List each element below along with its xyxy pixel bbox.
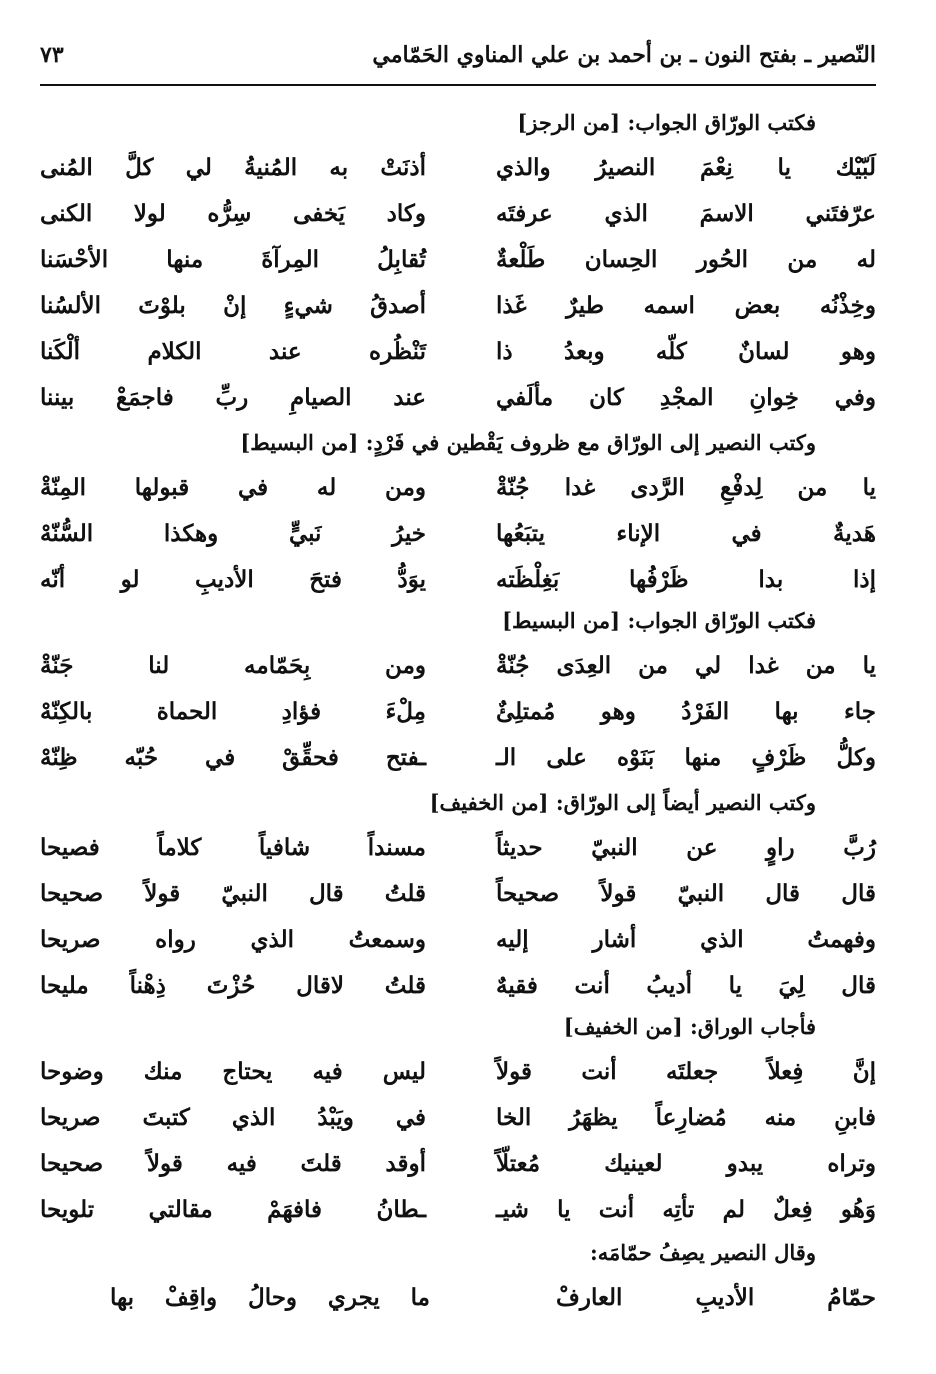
verse-line <box>40 154 876 198</box>
section-intro <box>590 1240 816 1265</box>
second-hemistich: قلتُ قال النبيّ قولاً صحيحا <box>40 880 426 907</box>
second-hemistich: ـطانُ فافهَمْ مقالتي تلويحا <box>40 1196 426 1223</box>
first-hemistich: وَهُو فِعلٌ لم تأتِه أنت يا شيـ <box>496 1196 876 1223</box>
second-hemistich: ما يجري وحالُ واقِفْ بها <box>110 1284 430 1311</box>
first-hemistich: هَديةٌ في الإناء يتبَعُها <box>496 520 876 547</box>
second-hemistich: مِلْءَ فؤادِ الحماة بالكِنّهْ <box>40 698 426 725</box>
verse-line <box>40 1104 876 1148</box>
first-hemistich: يا من غدا لي من العِدَى جُنّةْ <box>496 652 876 679</box>
intro-text: وكتب النصير أيضاً إلى الورّاق: <box>555 790 816 815</box>
first-hemistich: له من الحُور الحِسان طَلْعةٌ <box>496 246 876 273</box>
second-hemistich: وكاد يَخفى سِرُّه لولا الكنى <box>40 200 426 227</box>
second-hemistich: عند الصيامِ ربِّ فاجمَعْ بيننا <box>40 384 426 411</box>
verse-line <box>40 972 876 1016</box>
intro-text: فأجاب الوراق: <box>690 1014 816 1039</box>
second-hemistich: ومن له في قبولها المِنّةْ <box>40 474 426 501</box>
second-hemistich: تُقابِلُ المِرآةَ منها الأحْسَنا <box>40 246 426 273</box>
intro-text: فكتب الورّاق الجواب: <box>627 608 816 633</box>
intro-text: فكتب الورّاق الجواب: <box>627 110 816 135</box>
verse-line <box>40 566 876 610</box>
first-hemistich: رُبَّ راوٍ عن النبيّ حديثاً <box>496 834 876 861</box>
verse-line <box>40 652 876 696</box>
second-hemistich: قلتُ لاقال حُزْتَ ذِهْناً مليحا <box>40 972 426 999</box>
verse-line <box>40 520 876 564</box>
first-hemistich: حمّامُ الأديبِ العارفْ <box>556 1284 876 1311</box>
second-hemistich: خيرُ نَبيٍّ وهكذا السُّنّهْ <box>40 520 426 547</box>
verse-line <box>40 246 876 290</box>
header-divider <box>40 84 876 86</box>
second-hemistich: يوَدُّ فتحَ الأديبِ لو أنّه <box>40 566 426 593</box>
verse-line <box>40 834 876 878</box>
section-intro <box>430 790 816 815</box>
first-hemistich: وهو لسانٌ كلّه وبعدُ ذا <box>496 338 876 365</box>
first-hemistich: وتراه يبدو لعينيك مُعتلّاً <box>496 1150 876 1177</box>
second-hemistich: مسنداً شافياً كلاماً فصيحا <box>40 834 426 861</box>
first-hemistich: فابنِ منه مُضارِعاً يظهَرُ الخا <box>496 1104 876 1131</box>
verse-line <box>40 292 876 336</box>
first-hemistich: يا من لِدفْعِ الرَّدى غدا جُنّةْ <box>496 474 876 501</box>
first-hemistich: قال قال النبيّ قولاً صحيحاً <box>496 880 876 907</box>
first-hemistich: وفي خِوانِ المجْدِ كان مألَفي <box>496 384 876 411</box>
first-hemistich: قال لِيَ يا أديبُ أنت فقيهٌ <box>496 972 876 999</box>
second-hemistich: ليس فيه يحتاج منك وضوحا <box>40 1058 426 1085</box>
verse-line <box>40 338 876 382</box>
meter-label: [من الرجز] <box>517 110 621 135</box>
section-intro <box>502 608 816 633</box>
verse-line <box>40 880 876 924</box>
first-hemistich: إذا بدا ظَرْفُها بَغِلْظَته <box>496 566 876 593</box>
first-hemistich: إنَّ فِعلاً جعلتَه أنت قولاً <box>496 1058 876 1085</box>
first-hemistich: وخِذْنُه بعض اسمه طيرٌ غَذا <box>496 292 876 319</box>
second-hemistich: ومن بِحَمّامه لنا جَنّةْ <box>40 652 426 679</box>
verse-line <box>40 926 876 970</box>
verse-line <box>40 698 876 742</box>
meter-label: [من البسيط] <box>502 608 621 633</box>
first-hemistich: لَبّيْك يا نِعْمَ النصيرُ والذي <box>496 154 876 181</box>
verse-line <box>40 474 876 518</box>
verse-line <box>40 1150 876 1194</box>
meter-label: [من الخفيف] <box>429 790 549 815</box>
second-hemistich: أوقد قلتَ فيه قولاً صحيحا <box>40 1150 426 1177</box>
section-intro <box>564 1014 816 1039</box>
first-hemistich: وكلُّ ظَرْفٍ منها بَنَوْه على الـ <box>496 744 876 771</box>
first-hemistich: جاء بها الفَرْدُ وهو مُمتلِئٌ <box>496 698 876 725</box>
first-hemistich: عرّفتَني الاسمَ الذي عرفتَه <box>496 200 876 227</box>
second-hemistich: أصدقُ شيءٍ إنْ بلوْتَ الألسُنا <box>40 292 426 319</box>
verse-line <box>40 1284 876 1328</box>
second-hemistich: وسمعتُ الذي رواه صريحا <box>40 926 426 953</box>
section-intro <box>240 430 816 455</box>
second-hemistich: أذنَتْ به المُنيةُ لي كلَّ المُنى <box>40 154 426 181</box>
second-hemistich: ـفتح فحقِّقْ في حُبّه ظِنّهْ <box>40 744 426 771</box>
page-number: ٧٣ <box>40 42 64 68</box>
intro-text: وقال النصير يصِفُ حمّامَه: <box>589 1240 816 1265</box>
first-hemistich: وفهمتُ الذي أشار إليه <box>496 926 876 953</box>
verse-line <box>40 200 876 244</box>
verse-line <box>40 744 876 788</box>
meter-label: [من الخفيف] <box>563 1014 683 1039</box>
second-hemistich: تَنْظُره عند الكلام ألْكَنا <box>40 338 426 365</box>
meter-label: [من البسيط] <box>240 430 359 455</box>
verse-line <box>40 384 876 428</box>
second-hemistich: في ويَبْدُ الذي كتبتَ صريحا <box>40 1104 426 1131</box>
section-intro <box>517 110 816 135</box>
verse-line <box>40 1196 876 1240</box>
verse-line <box>40 1058 876 1102</box>
running-header <box>40 30 876 80</box>
running-title: النّصير ـ بفتح النون ـ بن أحمد بن علي المناوي الحَمّامي <box>372 42 876 68</box>
intro-text: وكتب النصير إلى الورّاق مع ظروف يَقْطين في فَرْدٍ: <box>365 430 816 455</box>
